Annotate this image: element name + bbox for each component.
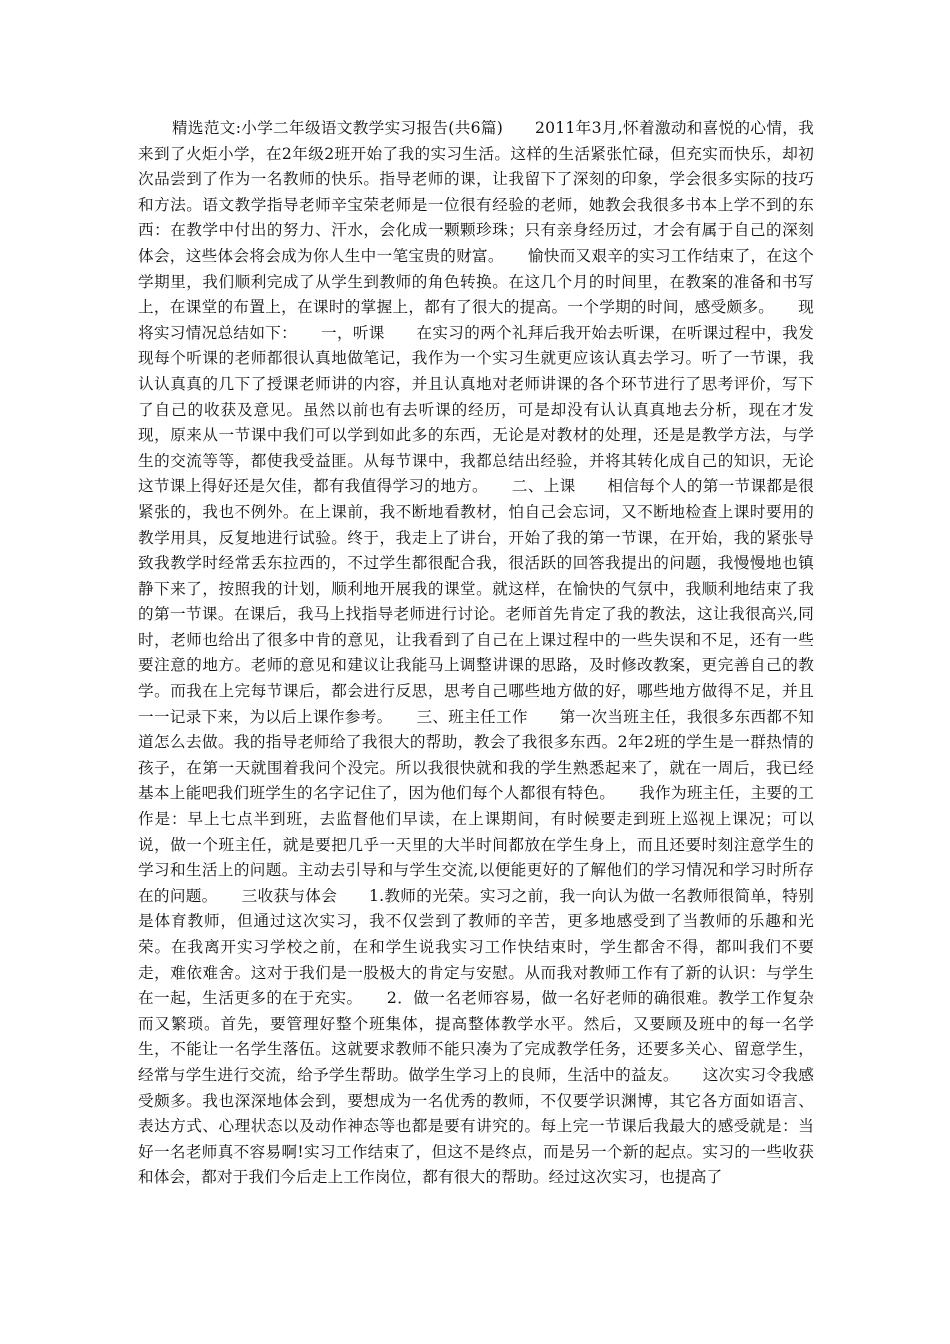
- document-body: [138, 116, 814, 1191]
- body-paragraph: 精选范文:小学二年级语文教学实习报告(共6篇) 2011年3月,怀着激动和喜悦的心情，我来到了火炬小学，在2年级2班开始了我的实习生活。这样的生活紧张忙碌，但充实而快乐，却初次品尝到了作为一名教师的快乐。指导老师的课，让我留下了深刻的印象，学会很多实际的技巧和方法。语文教学指导老师辛宝荣老师是一位很有经验的老师，她教会我很多书本上学不到的东西：在教学中付出的努力、汗水，会化成一颗颗珍珠；只有亲身经历过，才会有属于自己的深刻体会，这些体会将会成为你人生中一笔宝贵的财富。 愉快而又艰辛的实习工作结束了，在这个学期里，我们顺利完成了从学生到教师的角色转换。在这几个月的时间里，在教案的准备和书写上，在课堂的布置上，在课时的掌握上，都有了很大的提高。一个学期的时间，感受颇多。 现将实习情况总结如下： 一，听课 在实习的两个礼拜后我开始去听课，在听课过程中，我发现每个听课的老师都很认真地做笔记，我作为一个实习生就更应该认真去学习。听了一节课，我认认真真的几下了授课老师讲的内容，并且认真地对老师讲课的各个环节进行了思考评价，写下了自己的收获及意见。虽然以前也有去听课的经历，可是却没有认认真真地去分析，现在才发现，原来从一节课中我们可以学到如此多的东西，无论是对教材的处理，还是是教学方法，与学生的交流等等，都使我受益匪。从每节课中，我都总结出经验，并将其转化成自己的知识，无论这节课上得好还是欠佳，都有我值得学习的地方。 二、上课 相信每个人的第一节课都是很紧张的，我也不例外。在上课前，我不断地看教材，怕自己会忘词，又不断地检查上课时要用的教学用具，反复地进行试验。终于，我走上了讲台，开始了我的第一节课，在开始，我的紧张导致我教学时经常丢东拉西的，不过学生都很配合我，很活跃的回答我提出的问题，我慢慢地也镇静下来了，按照我的计划，顺利地开展我的课堂。就这样，在愉快的气氛中，我顺利地结束了我的第一节课。在课后，我马上找指导老师进行讨论。老师首先肯定了我的教法，这让我很高兴,同时，老师也给出了很多中肯的意见，让我看到了自己在上课过程中的一些失误和不足，还有一些要注意的地方。老师的意见和建议让我能马上调整讲课的思路，及时修改教案，更完善自己的教学。而我在上完每节课后，都会进行反思，思考自己哪些地方做的好，哪些地方做得不足，并且一一记录下来，为以后上课作参考。 三、班主任工作 第一次当班主任，我很多东西都不知道怎么去做。我的指导老师给了我很大的帮助，教会了我很多东西。2年2班的学生是一群热情的孩子，在第一天就围着我问个没完。所以我很快就和我的学生熟悉起来了，就在一周后，我已经基本上能吧我们班学生的名字记住了，因为他们每个人都很有特色。 我作为班主任，主要的工作是：早上七点半到班，去监督他们早读，在上课期间，有时候要走到班上巡视上课况；可以说，做一个班主任，就是要把几乎一天里的大半时间都放在学生身上，而且还要时刻注意学生的学习和生活上的问题。主动去引导和与学生交流,以便能更好的了解他们的学习情况和学习时所存在的问题。 三收获与体会 1.教师的光荣。实习之前，我一向认为做一名教师很简单，特别是体育教师，但通过这次实习，我不仅尝到了教师的辛苦，更多地感受到了当教师的乐趣和光荣。在我离开实习学校之前，在和学生说我实习工作快结束时，学生都舍不得，都叫我们不要走，难依难舍。这对于我们是一股极大的肯定与安慰。从而我对教师工作有了新的认识：与学生在一起，生活更多的在于充实。 2．做一名老师容易，做一名好老师的确很难。教学工作复杂而又繁琐。首先，要管理好整个班集体，提高整体教学水平。然后，又要顾及班中的每一名学生，不能让一名学生落伍。这就要求教师不能只凑为了完成教学任务，还要多关心、留意学生，经常与学生进行交流，给予学生帮助。做学生学习上的良师，生活中的益友。 这次实习令我感受颇多。我也深深地体会到，要想成为一名优秀的教师，不仅要学识渊博，其它各方面如语言、表达方式、心理状态以及动作神态等也都是要有讲究的。每上完一节课后我最大的感受就是：当好一名老师真不容易啊!实习工作结束了，但这不是终点，而是另一个新的起点。实习的一些收获和体会，都对于我们今后走上工作岗位，都有很大的帮助。经过这次实习，也提高了: [138, 119, 814, 1187]
